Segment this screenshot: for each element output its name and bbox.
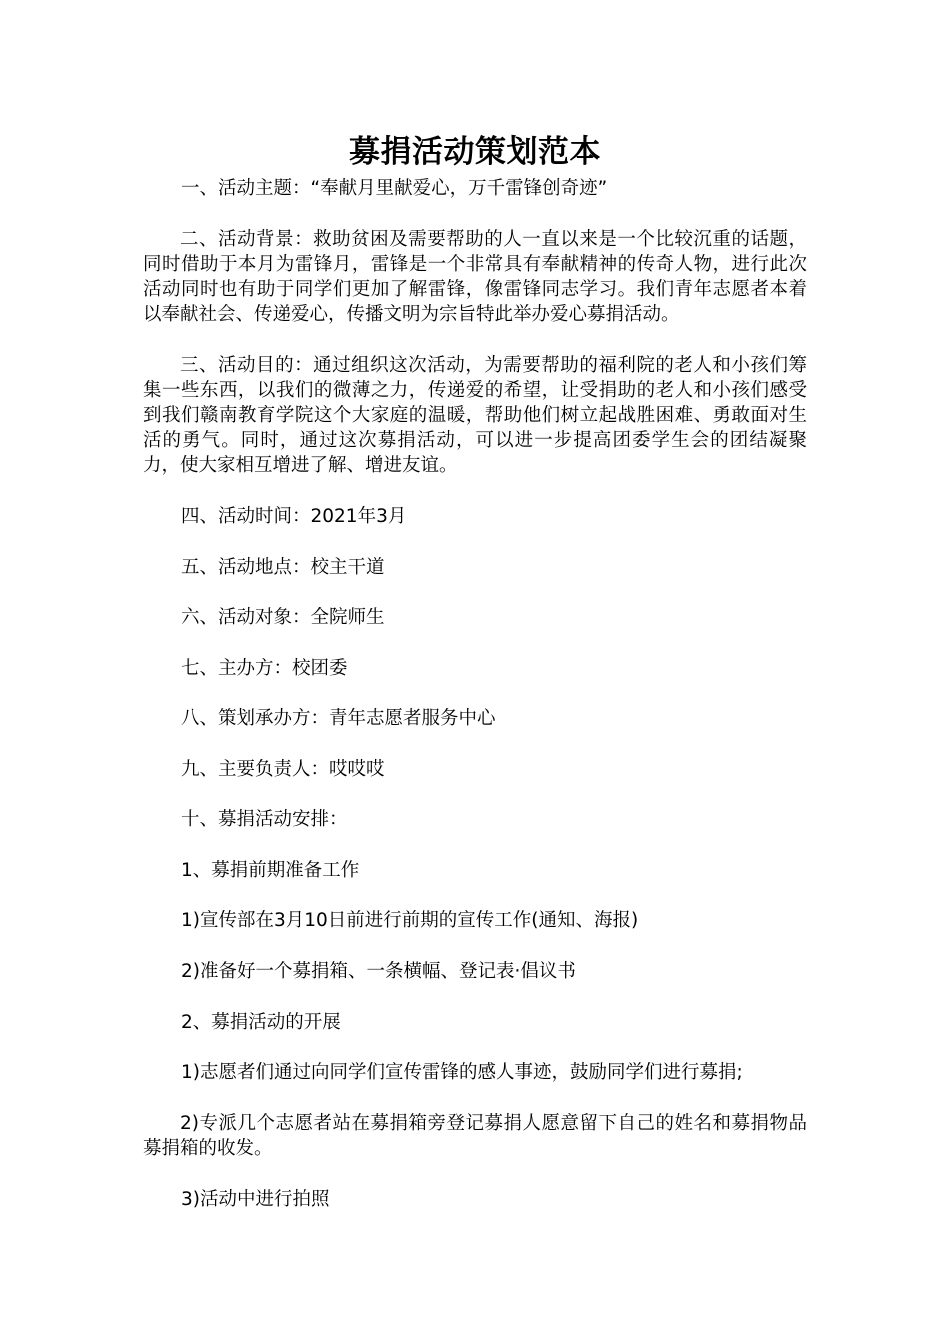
paragraph-location: 五、活动地点：校主干道 [181, 557, 385, 578]
paragraph-person-in-charge: 九、主要负责人：哎哎哎 [181, 759, 385, 780]
paragraph-prep-item-2: 2)准备好一个募捐箱、一条横幅、登记表·倡议书 [181, 961, 576, 982]
paragraph-organizer: 七、主办方：校团委 [181, 658, 348, 679]
paragraph-prep-item-1: 1)宣传部在3月10日前进行前期的宣传工作(通知、海报) [181, 910, 639, 931]
paragraph-arrangement-heading: 十、募捐活动安排： [181, 809, 348, 830]
paragraph-undertaker: 八、策划承办方：青年志愿者服务中心 [181, 708, 496, 729]
paragraph-execution-item-1: 1)志愿者们通过向同学们宣传雷锋的感人事迹，鼓励同学们进行募捐; [181, 1062, 743, 1083]
paragraph-execution-heading: 2、募捐活动的开展 [181, 1012, 341, 1033]
paragraph-execution-item-2: 2)专派几个志愿者站在募捐箱旁登记募捐人愿意留下自己的姓名和募捐物品募捐箱的收发。 [143, 1113, 807, 1159]
paragraph-theme: 一、活动主题：“奉献月里献爱心，万千雷锋创奇迹” [181, 178, 608, 199]
paragraph-background: 二、活动背景：救助贫困及需要帮助的人一直以来是一个比较沉重的话题，同时借助于本月为雷锋月，雷锋是一个非常具有奉献精神的传奇人物，进行此次活动同时也有助于同学们更加了解雷锋，像雷锋同志学习。我们青年志愿者本着以奉献社会、传递爱心，传播文明为宗旨特此举办爱心募捐活动。 [143, 229, 807, 325]
paragraph-audience: 六、活动对象：全院师生 [181, 607, 385, 628]
paragraph-execution-item-3: 3)活动中进行拍照 [181, 1189, 330, 1210]
paragraph-time: 四、活动时间：2021年3月 [181, 506, 407, 527]
paragraph-purpose: 三、活动目的：通过组织这次活动，为需要帮助的福利院的老人和小孩们筹集一些东西，以我们的微薄之力，传递爱的希望，让受捐助的老人和小孩们感受到我们赣南教育学院这个大家庭的温暖，帮助他们树立起战胜困难、勇敢面对生活的勇气。同时，通过这次募捐活动，可以进一步提高团委学生会的团结凝聚力，使大家相互增进了解、增进友谊。 [143, 355, 807, 476]
document-title: 募捐活动策划范本 [349, 134, 601, 170]
paragraph-prep-heading: 1、募捐前期准备工作 [181, 860, 360, 881]
